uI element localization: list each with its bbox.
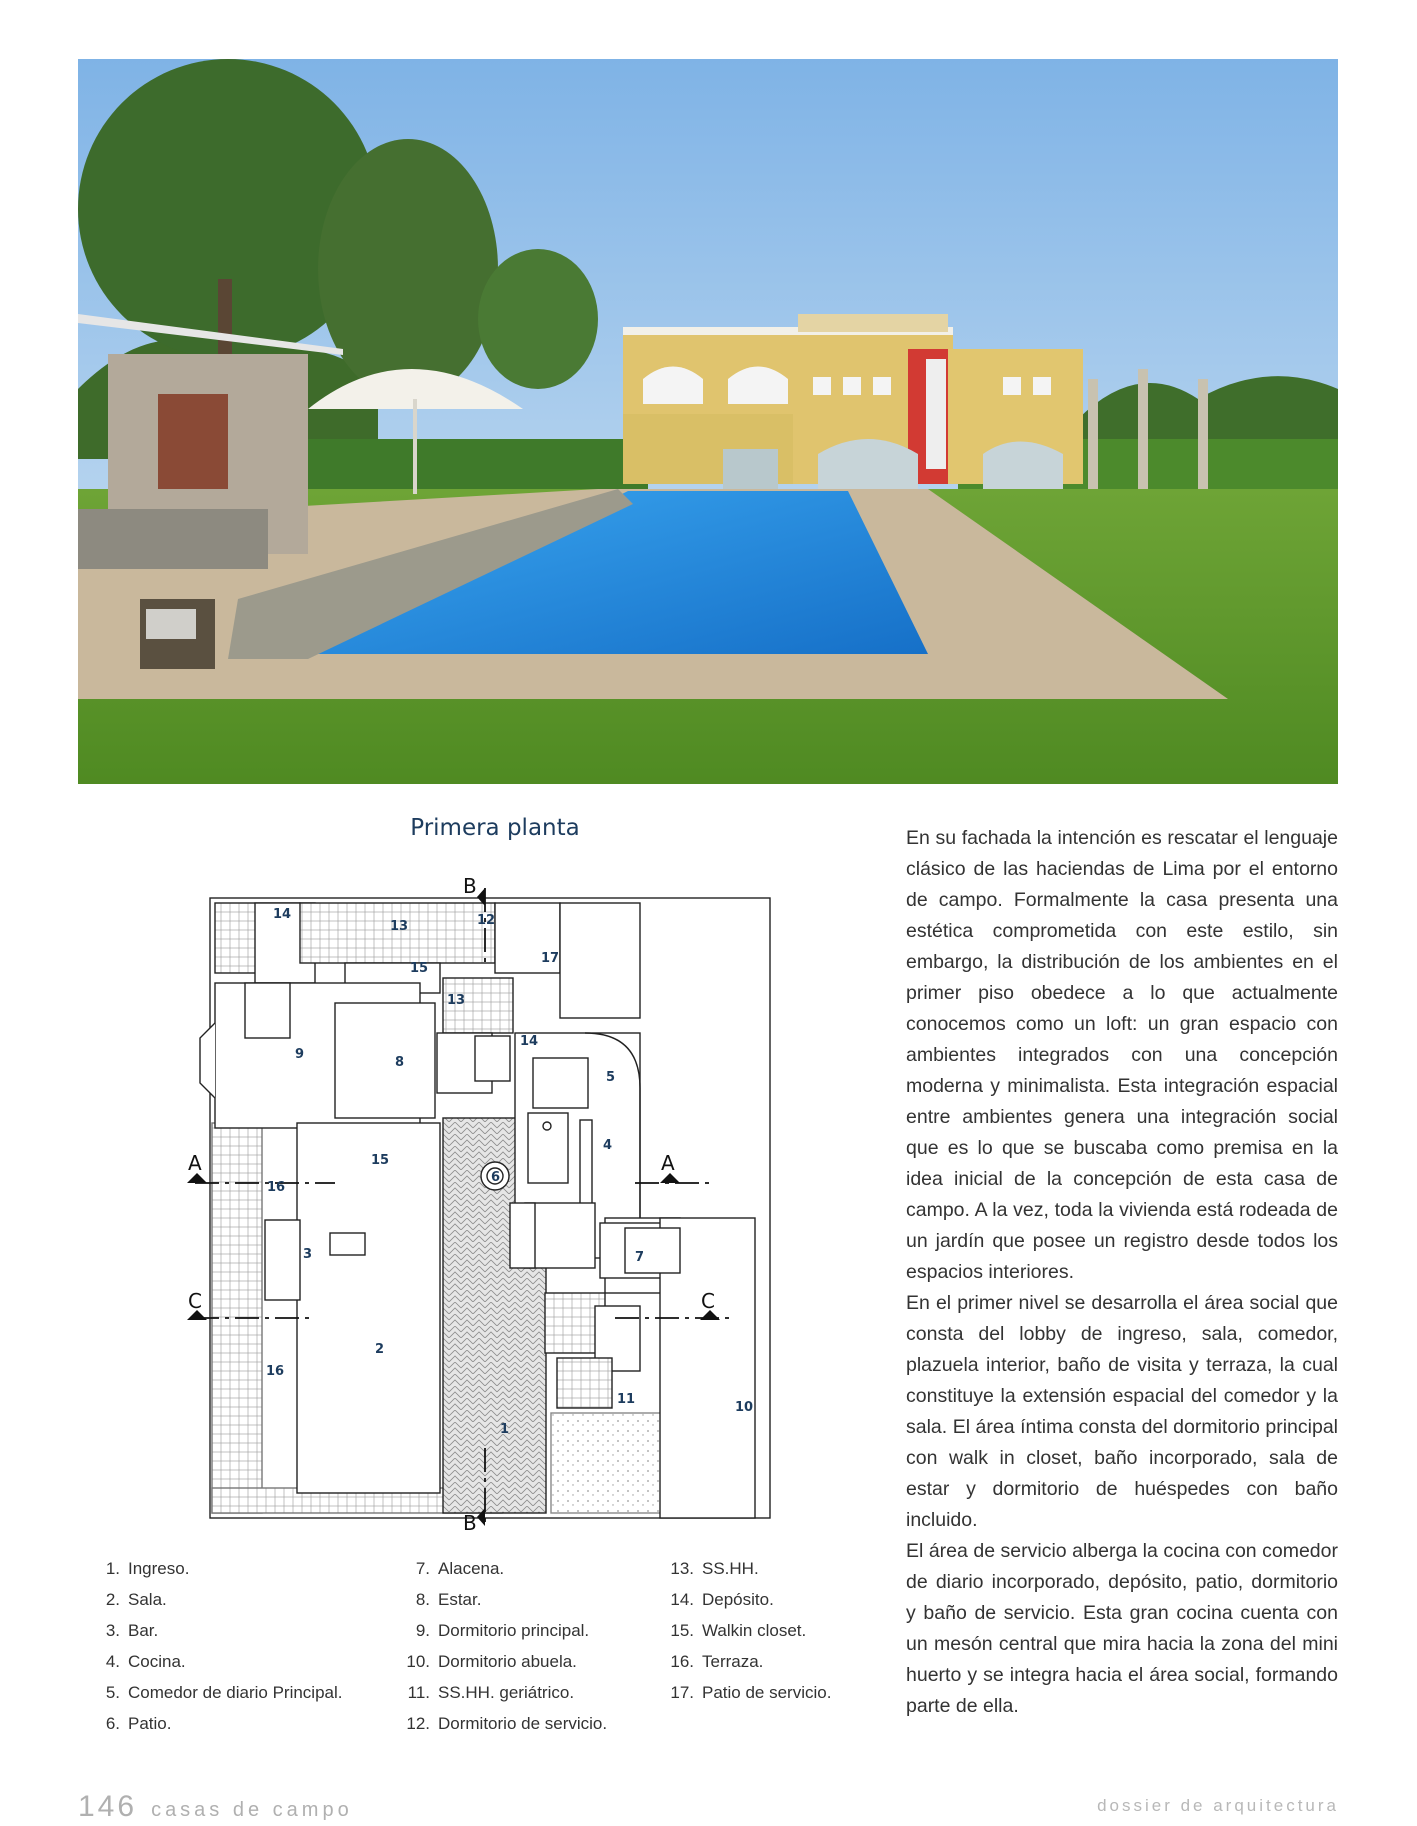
room-label-8: 8 [395, 1055, 405, 1070]
article-body [906, 823, 1338, 1722]
house-photo [78, 59, 1338, 784]
room-label-1: 1 [500, 1422, 510, 1437]
section-a-right: A [661, 1151, 675, 1175]
room-label-3: 3 [303, 1247, 313, 1262]
room-label-4: 4 [603, 1138, 613, 1153]
footer-left [78, 1790, 353, 1824]
legend-column-1 [88, 1553, 343, 1739]
room-label-15b: 15 [371, 1153, 390, 1168]
legend-item: 2. Sala. [105, 1590, 167, 1609]
legend-item: 14. Depósito. [670, 1590, 774, 1609]
legend-item: 15. Walkin closet. [670, 1621, 807, 1640]
room-label-10: 10 [735, 1400, 754, 1415]
legend-item: 16. Terraza. [670, 1652, 764, 1671]
paragraph: En su fachada la intención es rescatar el lenguaje clásico de las haciendas de Lima por el entorno de campo. Formalmente la casa presenta una estética comprometida con este estilo, sin embargo, la distribución de los ambientes en el primer piso obedece a lo que actualmente conocemos como un loft: un gran espacio con ambientes integrados con una concepción moderna y minimalista. Esta integración espacial entre ambientes genera una integración social que es lo que se buscaba como premisa en la idea inicial de la concepción de esta casa de campo. A la vez, toda la vivienda está rodeada de un jardín que posee un registro desde todos los espacios interiores. [906, 827, 1338, 1283]
room-label-16b: 16 [266, 1364, 285, 1379]
section-b-bottom: B [463, 1511, 477, 1533]
plan-title: Primera planta [410, 815, 580, 841]
section-b-top: B [463, 874, 477, 898]
legend-item: 12. Dormitorio de servicio. [406, 1714, 608, 1733]
section-c-left: C [188, 1289, 202, 1313]
room-label-14a: 14 [273, 907, 292, 922]
legend-item: 5. Comedor de diario Principal. [105, 1683, 343, 1702]
legend-item: 9. Dormitorio principal. [415, 1621, 590, 1640]
section-name: casas de campo [151, 1799, 353, 1821]
room-label-5: 5 [606, 1070, 616, 1085]
room-label-2: 2 [375, 1342, 385, 1357]
legend-item: 7. Alacena. [415, 1559, 505, 1578]
legend-item: 6. Patio. [105, 1714, 172, 1733]
paragraph: El área de servicio alberga la cocina con comedor de diario incorporado, depósito, patio, dormitorio y baño de servicio. Esta gran cocina cuenta con un mesón central que mira hacia la zona del mini huerto y se integra hacia el área social, formando parte de ella. [906, 1540, 1338, 1717]
legend-item: 4. Cocina. [105, 1652, 186, 1671]
floor-plan [185, 858, 785, 1533]
room-label-12: 12 [477, 913, 496, 928]
room-label-16a: 16 [267, 1180, 286, 1195]
section-a-left: A [188, 1151, 202, 1175]
legend-item: 8. Estar. [415, 1590, 482, 1609]
room-label-17: 17 [541, 951, 560, 966]
section-c-right: C [701, 1289, 715, 1313]
room-label-13a: 13 [390, 919, 409, 934]
room-label-6: 6 [491, 1170, 501, 1185]
room-label-9: 9 [295, 1047, 305, 1062]
legend-item: 11. SS.HH. geriátrico. [407, 1683, 575, 1702]
legend-item: 3. Bar. [105, 1621, 159, 1640]
legend-item: 1. Ingreso. [105, 1559, 190, 1578]
room-label-11: 11 [617, 1392, 636, 1407]
room-label-7: 7 [635, 1250, 645, 1265]
room-label-13b: 13 [447, 993, 466, 1008]
room-label-15a: 15 [410, 961, 429, 976]
legend-item: 10. Dormitorio abuela. [406, 1652, 577, 1671]
magazine-name: dossier de arquitectura [1097, 1796, 1339, 1815]
legend-item: 13. SS.HH. [670, 1559, 759, 1578]
legend-column-2 [388, 1553, 607, 1739]
legend-item: 17. Patio de servicio. [670, 1683, 832, 1702]
legend-column-3 [660, 1553, 831, 1708]
page-number: 146 [78, 1790, 138, 1823]
paragraph: En el primer nivel se desarrolla el área social que consta del lobby de ingreso, sala, comedor, plazuela interior, baño de visita y terraza, la cual constituye la extensión espacial del comedor y la sala. El área íntima consta del dormitorio principal con walk in closet, baño incorporado, sala de estar y dormitorio de huéspedes con baño incluido. [906, 1292, 1338, 1531]
room-label-14b: 14 [520, 1034, 539, 1049]
